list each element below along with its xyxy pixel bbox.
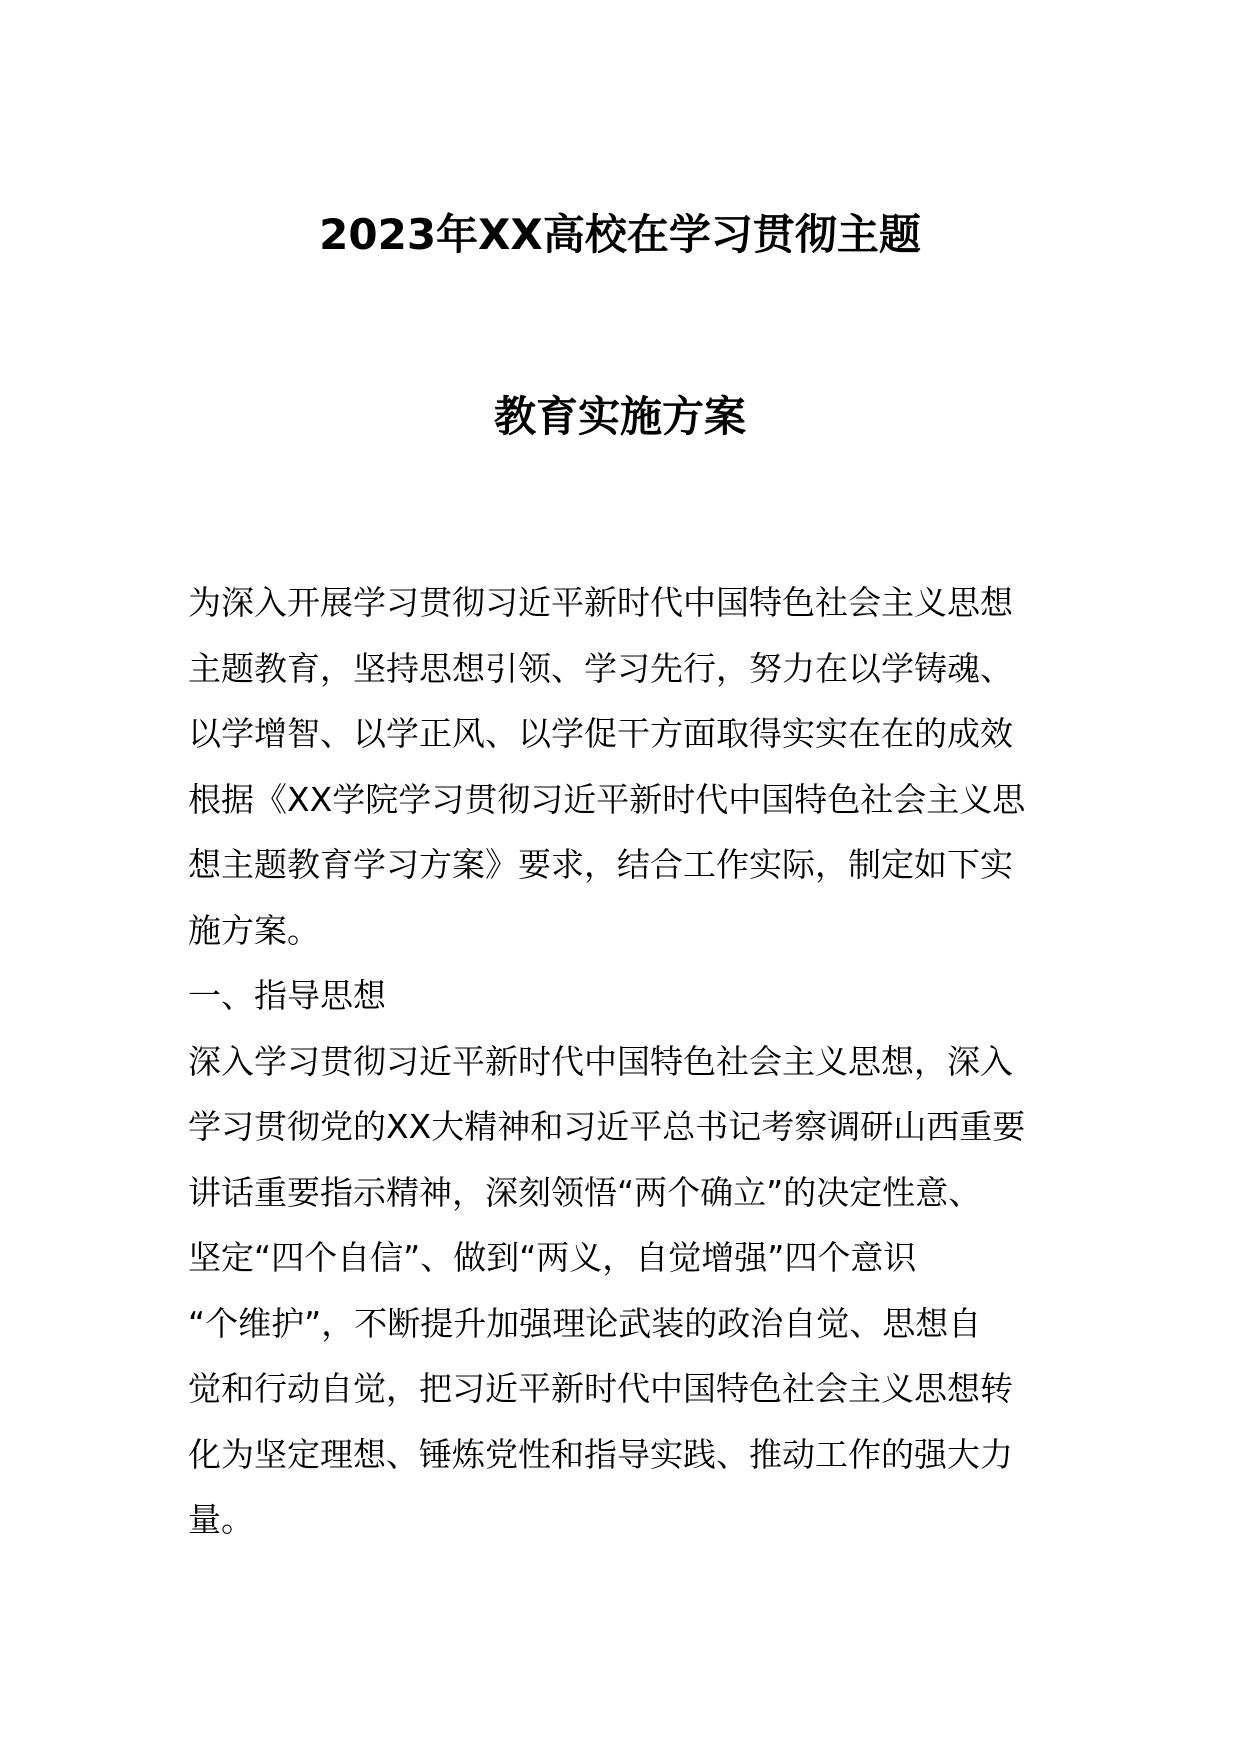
section-heading: 一、指导思想 bbox=[188, 976, 386, 1015]
body-line: 主题教育，坚持思想引领、学习先行，努力在以学铸魂、 bbox=[188, 648, 1013, 688]
body-line: “个维护”，不断提升加强理论武装的政治自觉、思想自 bbox=[188, 1303, 982, 1343]
body-line: 讲话重要指示精神，深刻领悟“两个确立”的决定性意、 bbox=[188, 1172, 982, 1212]
document-title-line-1: 2023年XX高校在学习贯彻主题 bbox=[319, 210, 921, 259]
body-line: 为深入开展学习贯彻习近平新时代中国特色社会主义思想 bbox=[188, 583, 1013, 622]
body-line: 坚定“四个自信”、做到“两义，自觉增强”四个意识 bbox=[188, 1238, 917, 1277]
body-line: 觉和行动自觉，把习近平新时代中国特色社会主义思想转 bbox=[188, 1369, 1013, 1408]
body-line: 化为坚定理想、锤炼党性和指导实践、推动工作的强大力 bbox=[188, 1434, 1013, 1474]
body-line: 想主题教育学习方案》要求，结合工作实际，制定如下实 bbox=[188, 845, 1013, 884]
body-line: 学习贯彻党的XX大精神和习近平总书记考察调研山西重要 bbox=[188, 1107, 1026, 1146]
body-line: 量。 bbox=[188, 1500, 254, 1539]
document-title-line-2: 教育实施方案 bbox=[493, 392, 746, 441]
body-line: 施方案。 bbox=[188, 910, 320, 950]
document-body bbox=[188, 570, 1050, 1553]
body-line: 以学增智、以学正风、以学促干方面取得实实在在的成效 bbox=[188, 714, 1013, 753]
body-line: 深入学习贯彻习近平新时代中国特色社会主义思想，深入 bbox=[188, 1041, 1013, 1081]
body-line: 根据《XX学院学习贯彻习近平新时代中国特色社会主义思 bbox=[188, 779, 1026, 819]
